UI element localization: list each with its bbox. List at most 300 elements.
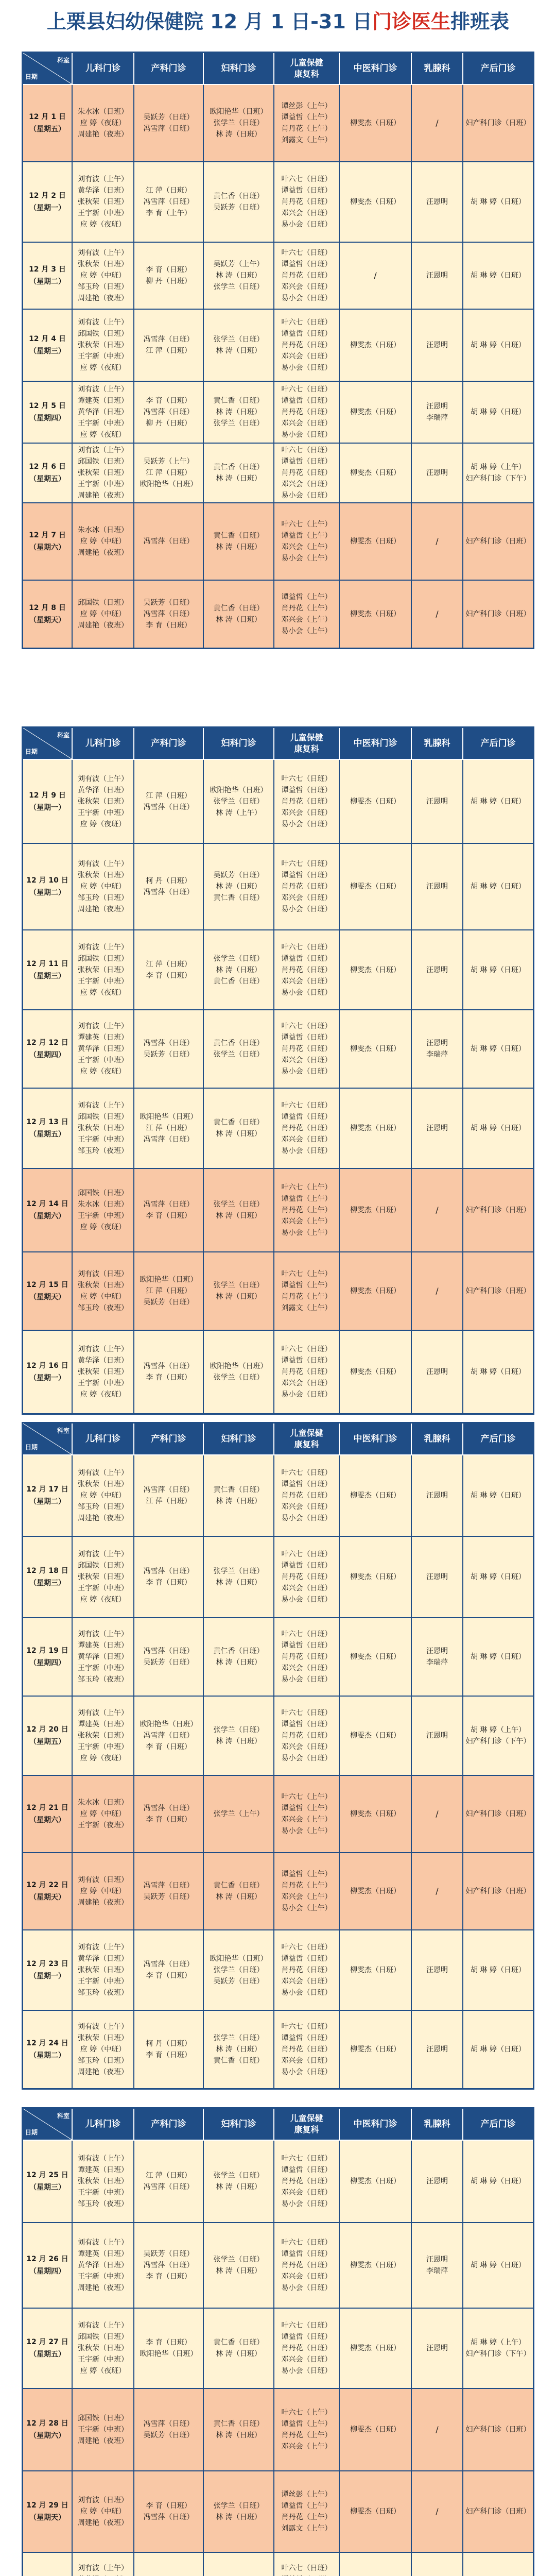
staff-entry: 邹玉玲（夜班） [78, 1147, 128, 1155]
cell-lines [78, 2495, 128, 2529]
staff-entry: 张学兰（日班） [213, 1726, 264, 1734]
cell-lines [426, 2343, 448, 2354]
corner-bottom-label: 日期 [25, 2129, 38, 2136]
cell-lines [350, 2044, 401, 2055]
cell-tcm [340, 503, 412, 581]
cell-obstetrics [134, 1853, 204, 1930]
cell-lines [350, 2176, 401, 2187]
staff-entry: 易小会（日班） [281, 2200, 332, 2208]
cell-obstetrics [134, 2471, 204, 2553]
cell-lines [350, 796, 401, 807]
date-label: 12 月 2 日 [29, 192, 66, 200]
staff-entry: 谭益哲（上午） [281, 2502, 332, 2510]
staff-entry: 肖丹花（日班） [281, 1653, 332, 1661]
cell-lines [471, 1651, 526, 1663]
header-label: 中医科门诊 [353, 1434, 397, 1444]
staff-entry: 叶六七（日班） [281, 446, 332, 454]
schedule-row [23, 1853, 533, 1930]
cell-pediatrics [73, 444, 134, 503]
cell-gynecology [204, 930, 274, 1010]
cell-breast [412, 1455, 463, 1537]
staff-entry: 张学兰（上午） [213, 1810, 264, 1818]
staff-entry: 叶六七（日班） [281, 2023, 332, 2031]
cell-lines [210, 1953, 268, 1987]
staff-entry: 易小会（日班） [281, 364, 332, 372]
staff-entry: 肖丹花（上午） [281, 2431, 332, 2439]
staff-entry: 应 婷（中班） [80, 2045, 126, 2054]
staff-entry: 林 涛（日班） [216, 1737, 262, 1745]
staff-entry: 黄仁香（日班） [213, 1647, 264, 1655]
staff-entry: 妇产科门诊（日班） [465, 1810, 531, 1818]
date-label: 12 月 26 日 [26, 2255, 68, 2263]
staff-entry: 张秋荣（日班） [78, 2344, 128, 2352]
staff-entry: 邓兴会（日班） [281, 1379, 332, 1387]
staff-entry: 冯雪萍（日班） [143, 537, 194, 546]
date-cell [23, 581, 73, 648]
staff-entry: 刘有波（上午） [78, 2239, 128, 2247]
date-cell [23, 2011, 73, 2088]
cell-lines [214, 1199, 264, 1222]
staff-entry: 妇产科门诊（日班） [465, 2426, 531, 2434]
staff-entry: 林 涛（日班） [216, 2267, 262, 2275]
staff-entry: 周建艳（夜班） [78, 130, 128, 139]
cell-lines [426, 340, 448, 351]
cell-lines [282, 445, 332, 501]
date-cell [23, 1776, 73, 1853]
staff-entry: 李 育（日班） [146, 2502, 192, 2510]
cell-lines [426, 270, 448, 281]
staff-entry: 应 婷（夜班） [80, 1223, 126, 1231]
weekday-label: （星期天） [29, 2514, 65, 2522]
corner-bottom-label: 日期 [25, 73, 38, 80]
cell-lines [282, 1942, 332, 1998]
staff-entry: 欧阳艳华（日班） [210, 1362, 268, 1370]
staff-entry: 吴跃芳（日班） [143, 1658, 194, 1667]
cell-lines [471, 1123, 526, 1134]
staff-entry: 冯雪萍（日班） [143, 1647, 194, 1655]
cell-obstetrics [134, 2011, 204, 2088]
cell-lines [144, 1959, 194, 1981]
cell-lines [140, 1274, 198, 1308]
staff-entry: 柳 丹（日班） [146, 277, 192, 285]
cell-lines [350, 1808, 401, 1820]
date-cell [23, 2471, 73, 2553]
staff-entry: / [436, 1286, 439, 1296]
staff-entry: 林 涛（日班） [216, 1130, 262, 1138]
staff-entry: 叶六七（日班） [281, 2564, 332, 2572]
staff-entry: 柳雯杰（日班） [350, 537, 401, 546]
header-corner [23, 728, 73, 760]
staff-entry: 谭益哲（日班） [281, 260, 332, 268]
staff-entry: 吴跃芳（日班） [143, 1050, 194, 1059]
staff-entry: 肖丹花（日班） [281, 797, 332, 806]
cell-lines [471, 340, 526, 351]
staff-entry: 谭益哲（上午） [281, 593, 332, 601]
cell-obstetrics [134, 85, 204, 162]
header-label: 妇科门诊 [221, 738, 256, 749]
staff-entry: 易小会（日班） [281, 431, 332, 439]
cell-lines [78, 1629, 128, 1685]
date-label: 12 月 3 日 [29, 265, 66, 274]
staff-entry: 邹玉玲（日班） [78, 283, 128, 291]
staff-entry: 叶六七（上午） [281, 2409, 332, 2417]
header-gynecology [204, 2109, 274, 2141]
staff-entry: 刘有波（上午） [78, 1550, 128, 1558]
staff-entry: 肖丹花（日班） [281, 469, 332, 477]
staff-entry: 汪恩明 [426, 2045, 448, 2054]
staff-entry: 胡 琳 婷（日班） [471, 797, 526, 806]
staff-entry: 李 育（日班） [146, 1212, 192, 1220]
staff-entry: 张秋荣（日班） [78, 1573, 128, 1581]
staff-entry: 肖丹花（日班） [281, 408, 332, 416]
date-label: 12 月 12 日 [26, 1039, 68, 1047]
cell-pediatrics [73, 2011, 134, 2088]
date-cell [23, 2553, 73, 2576]
staff-entry: 林 涛（日班） [216, 2513, 262, 2521]
cell-lines [78, 1874, 128, 1908]
cell-lines [426, 796, 448, 807]
header-label: 儿科门诊 [85, 738, 120, 749]
staff-entry: 汪恩明 [426, 1124, 448, 1132]
cell-lines [471, 196, 526, 208]
cell-tcm [340, 243, 412, 310]
schedule-row [23, 1930, 533, 2011]
date-cell [23, 162, 73, 243]
staff-entry: 李 育（日班） [146, 621, 192, 630]
cell-lines [426, 1123, 448, 1134]
cell-lines [78, 942, 128, 998]
staff-entry: 张学兰（日班） [213, 283, 264, 291]
staff-entry: 胡 琳 婷（日班） [471, 1966, 526, 1974]
schedule-row [23, 162, 533, 243]
cell-tcm [340, 2553, 412, 2576]
cell-obstetrics [134, 1618, 204, 1697]
header-corner [23, 1423, 73, 1455]
staff-entry: 邓兴会（日班） [281, 1584, 332, 1592]
cell-lines [471, 1490, 526, 1501]
date-cell [23, 1697, 73, 1776]
staff-entry: 谭益哲（日班） [281, 2034, 332, 2042]
staff-entry: 汪恩明 [426, 1368, 448, 1376]
date-cell [23, 1252, 73, 1331]
staff-entry: 张秋荣（日班） [78, 1124, 128, 1132]
cell-lines [140, 456, 198, 490]
staff-entry: 胡 琳 婷（日班） [471, 965, 526, 974]
weekday-label: （星期三） [29, 1579, 65, 1587]
cell-lines [282, 2021, 332, 2078]
header-gynecology [204, 1423, 274, 1455]
cell-pediatrics [73, 2389, 134, 2471]
cell-breast [412, 1010, 463, 1089]
staff-entry: 欧阳艳华（日班） [140, 1720, 198, 1728]
cell-lines [144, 875, 194, 898]
cell-lines [350, 881, 401, 892]
staff-entry: 肖丹花（日班） [281, 1368, 332, 1376]
cell-lines [78, 524, 128, 558]
header-tcm [340, 53, 412, 85]
header-label: 中医科门诊 [353, 63, 397, 74]
staff-entry: 叶六七（日班） [281, 1469, 332, 1477]
cell-child-health [274, 1776, 340, 1853]
staff-entry: 黄仁香（日班） [213, 192, 264, 200]
cell-breast [412, 1169, 463, 1252]
cell-lines [466, 2506, 531, 2517]
cell-obstetrics [134, 162, 204, 243]
cell-gynecology [204, 2389, 274, 2471]
weekday-label: （星期二） [29, 278, 65, 286]
staff-entry: 谭益哲（上午） [281, 1870, 332, 1878]
header-label: 产科门诊 [151, 1434, 186, 1444]
cell-lines [78, 2237, 128, 2294]
header-child-health [274, 53, 340, 85]
staff-entry: / [436, 536, 439, 546]
staff-entry: 谭益哲（日班） [281, 1480, 332, 1488]
weekday-label: （星期天） [29, 1893, 65, 1902]
cell-lines [426, 1366, 448, 1378]
date-label: 12 月 1 日 [29, 113, 66, 121]
staff-entry: 谭建英（日班） [78, 2166, 128, 2174]
cell-postpartum [463, 2011, 533, 2088]
staff-entry: 邓兴会（日班） [281, 1664, 332, 1672]
corner-diagonal [23, 53, 72, 84]
cell-breast [412, 2553, 463, 2576]
cell-lines [466, 536, 531, 547]
schedule-row [23, 760, 533, 844]
cell-obstetrics [134, 1169, 204, 1252]
cell-lines [350, 2424, 401, 2435]
cell-pediatrics [73, 2141, 134, 2223]
cell-tcm [340, 1776, 412, 1853]
date-label: 12 月 14 日 [26, 1200, 68, 1208]
staff-entry: 柳 丹（日班） [146, 419, 192, 428]
cell-postpartum [463, 760, 533, 844]
staff-entry: 周建艳（夜班） [78, 549, 128, 557]
staff-entry: 柳雯杰（日班） [350, 965, 401, 974]
cell-gynecology [204, 85, 274, 162]
header-postpartum [463, 728, 533, 760]
header-label: 儿童保健康复科 [290, 733, 323, 754]
header-label: 中医科门诊 [353, 2119, 397, 2129]
cell-gynecology [204, 2011, 274, 2088]
staff-entry: 易小会（日班） [281, 988, 332, 997]
cell-lines [78, 2320, 128, 2377]
staff-entry: 叶六七（日班） [281, 1709, 332, 1717]
staff-entry: 邓兴会（上午） [281, 616, 332, 624]
staff-entry: 叶六七（日班） [281, 1943, 332, 1952]
cell-tcm [340, 844, 412, 930]
staff-entry: 欧阳艳华（日班） [140, 480, 198, 488]
cell-lines [436, 1808, 438, 1820]
date-cell [23, 503, 73, 581]
staff-entry: 刘有波（上午） [78, 385, 128, 394]
cell-obstetrics [134, 1455, 204, 1537]
cell-lines [214, 870, 264, 904]
cell-postpartum [463, 2553, 533, 2576]
staff-entry: 王宇新（中班） [78, 808, 128, 817]
cell-lines [466, 1808, 531, 1820]
cell-lines [426, 467, 448, 479]
date-label: 12 月 10 日 [26, 876, 68, 885]
cell-lines [426, 401, 448, 423]
cell-breast [412, 2389, 463, 2471]
staff-entry: 邱国铁（日班） [78, 1562, 128, 1570]
weekday-label: （星期三） [29, 2183, 65, 2192]
weekday-label: （星期三） [29, 347, 65, 355]
cell-tcm [340, 1537, 412, 1618]
cell-lines [426, 964, 448, 976]
cell-lines [350, 406, 401, 418]
weekday-label: （星期二） [29, 889, 65, 897]
staff-entry: 肖丹花（上午） [281, 1293, 332, 1301]
staff-entry: 黄华泽（日班） [78, 1653, 128, 1661]
staff-entry: 柳雯杰（日班） [350, 1045, 401, 1053]
date-cell [23, 1010, 73, 1089]
date-cell [23, 1455, 73, 1537]
cell-child-health [274, 760, 340, 844]
cell-pediatrics [73, 162, 134, 243]
cell-lines [350, 1651, 401, 1663]
staff-entry: 邓兴会（日班） [281, 1503, 332, 1511]
cell-breast [412, 844, 463, 930]
header-label: 乳腺科 [424, 63, 450, 74]
staff-entry: 柳雯杰（日班） [350, 1492, 401, 1500]
staff-entry: 吴跃芳（日班） [143, 2250, 194, 2258]
cell-lines [282, 773, 332, 830]
cell-obstetrics [134, 581, 204, 648]
cell-obstetrics [134, 444, 204, 503]
staff-entry: 应 婷（夜班） [80, 1391, 126, 1399]
staff-entry: 王宇新（夜班） [78, 1821, 128, 1829]
staff-entry: 柳雯杰（日班） [350, 1287, 401, 1295]
staff-entry: 胡 琳 婷（上午） [471, 2338, 526, 2347]
staff-entry: 妇产科门诊（日班） [465, 610, 531, 618]
staff-entry: 邓兴会（日班） [281, 1056, 332, 1064]
staff-entry: 邓兴会（日班） [281, 808, 332, 817]
cell-lines [350, 1205, 401, 1216]
staff-entry: 易小会（日班） [281, 221, 332, 229]
cell-breast [412, 243, 463, 310]
cell-lines [78, 858, 128, 915]
cell-obstetrics [134, 760, 204, 844]
staff-entry: 谭丝彭（上午） [281, 2490, 332, 2499]
cell-postpartum [463, 1697, 533, 1776]
header-label: 儿科门诊 [85, 63, 120, 74]
weekday-label: （星期四） [29, 1051, 65, 1059]
staff-entry: 谭益哲（日班） [281, 1955, 332, 1963]
staff-entry: 江 萍（日班） [146, 960, 192, 969]
cell-lines [282, 247, 332, 304]
header-label: 中医科门诊 [353, 738, 397, 749]
staff-entry: 胡 琳 婷（日班） [471, 883, 526, 891]
staff-entry: 应 婷（中班） [80, 1887, 126, 1895]
staff-entry: 朱水冰（日班） [78, 1200, 128, 1209]
date-cell [23, 1089, 73, 1169]
date-cell [23, 310, 73, 382]
staff-entry: 刘有波（上午） [78, 1022, 128, 1030]
cell-breast [412, 581, 463, 648]
cell-lines [78, 1467, 128, 1524]
staff-entry: 应 婷（夜班） [80, 431, 126, 439]
cell-lines [210, 785, 268, 819]
staff-entry: 应 婷（中班） [80, 610, 126, 618]
staff-entry: 刘有波（上午） [78, 1630, 128, 1638]
schedule-block [22, 2107, 534, 2576]
date-cell [23, 2141, 73, 2223]
schedule-block [22, 726, 534, 1415]
cell-lines [471, 881, 526, 892]
staff-entry: 谭益哲（日班） [281, 397, 332, 405]
staff-entry: 林 涛（日班） [216, 965, 262, 974]
cell-pediatrics [73, 2223, 134, 2309]
header-label: 妇科门诊 [221, 63, 256, 74]
cell-lines [426, 1038, 448, 1060]
staff-entry: 胡 琳 婷（日班） [471, 341, 526, 349]
staff-entry: 林 涛（日班） [216, 616, 262, 624]
cell-gynecology [204, 2141, 274, 2223]
header-child-health [274, 2109, 340, 2141]
staff-entry: 王宇新（中班） [78, 1664, 128, 1672]
cell-obstetrics [134, 243, 204, 310]
staff-entry: 汪恩明 [426, 1573, 448, 1581]
staff-entry: 谭益哲（上午） [281, 2420, 332, 2428]
staff-entry: 谭益哲（上午） [281, 1281, 332, 1290]
cell-obstetrics [134, 2389, 204, 2471]
cell-gynecology [204, 1455, 274, 1537]
staff-entry: 应 婷（夜班） [80, 988, 126, 997]
cell-lines [282, 519, 332, 564]
cell-postpartum [463, 1010, 533, 1089]
weekday-label: （星期天） [29, 616, 65, 624]
header-obstetrics [134, 53, 204, 85]
cell-lines [214, 2170, 264, 2193]
staff-entry: 冯雪萍（日班） [143, 1039, 194, 1047]
cell-lines [144, 185, 194, 219]
cell-lines [144, 536, 194, 547]
staff-entry: 谭益哲（日班） [281, 2333, 332, 2341]
staff-entry: 妇产科门诊（下午） [465, 2350, 531, 2358]
staff-entry: 王宇新（中班） [78, 2189, 128, 2197]
staff-entry: 张学兰（日班） [213, 1966, 264, 1974]
weekday-label: （星期五） [29, 475, 65, 483]
weekday-label: （星期五） [29, 1738, 65, 1746]
cell-postpartum [463, 310, 533, 382]
staff-entry: 欧阳艳华（日班） [210, 1955, 268, 1963]
cell-lines [436, 1886, 438, 1897]
cell-tcm [340, 2389, 412, 2471]
cell-lines [350, 196, 401, 208]
cell-lines [78, 174, 128, 230]
cell-lines [426, 1646, 448, 1668]
staff-entry: 肖丹花（上午） [281, 1206, 332, 1214]
cell-gynecology [204, 1169, 274, 1252]
cell-gynecology [204, 844, 274, 930]
cell-lines [282, 591, 332, 637]
cell-lines [282, 1268, 332, 1314]
staff-entry: 应 婷（夜班） [80, 221, 126, 229]
cell-gynecology [204, 444, 274, 503]
cell-pediatrics [73, 1089, 134, 1169]
staff-entry: 李瑞萍 [426, 1658, 448, 1667]
cell-obstetrics [134, 1252, 204, 1331]
cell-lines [146, 2038, 191, 2061]
weekday-label: （星期六） [29, 2432, 65, 2440]
cell-lines [78, 1344, 128, 1400]
header-pediatrics [73, 53, 134, 85]
staff-entry: 张秋荣（日班） [78, 1966, 128, 1974]
cell-lines [78, 2413, 128, 2447]
staff-entry: 冯雪萍（日班） [143, 1200, 194, 1209]
staff-entry: 妇产科门诊（下午） [465, 474, 531, 483]
